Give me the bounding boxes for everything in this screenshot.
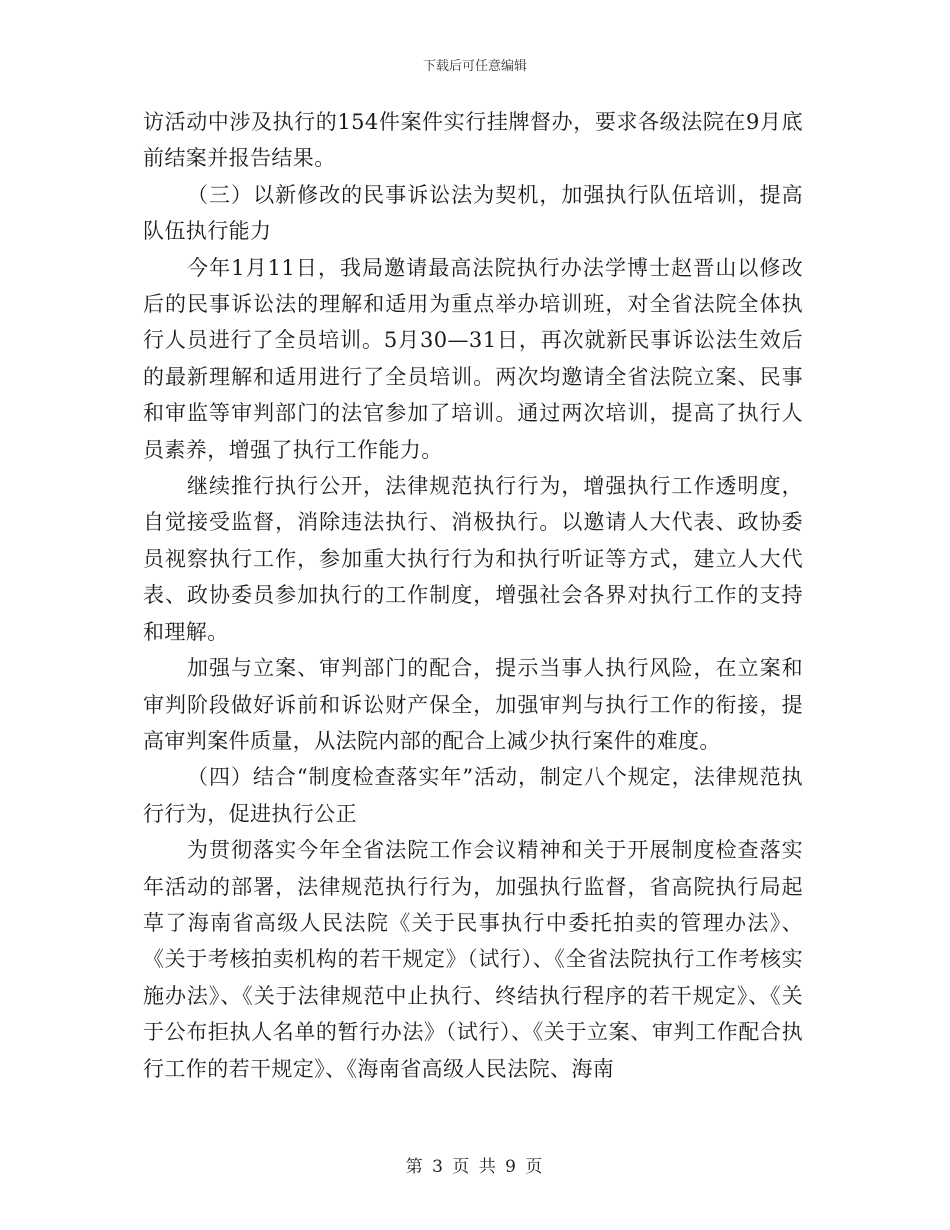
section-heading-4: （四）结合“制度检查落实年”活动，制定八个规定，法律规范执行行为，促进执行公正 [143,765,803,826]
document-body [143,104,803,1087]
paragraph-openness: 继续推行执行公开，法律规范执行行为，增强执行工作透明度，自觉接受监督，消除违法执行、消极执行。以邀请人大代表、政协委员视察执行工作，参加重大执行行为和执行听证等方式，建立人大代表、政协委员参加执行的工作制度，增强社会各界对执行工作的支持和理解。 [143,474,803,644]
page-number: 第 3 页 共 9 页 [405,1157,545,1177]
section-heading-3: （三）以新修改的民事诉讼法为契机，加强执行队伍培训，提高队伍执行能力 [143,182,803,244]
paragraph-training: 今年1月11日，我局邀请最高法院执行办法学博士赵晋山以修改后的民事诉讼法的理解和适用为重点举办培训班，对全省法院全体执行人员进行了全员培训。5月30—31日，再次就新民事诉讼法生效后的最新理解和适用进行了全员培训。两次均邀请全省法院立案、民事和审监等审判部门的法官参加了培训。通过两次培训，提高了执行人员素养，增强了执行工作能力。 [143,255,803,462]
paragraph-cooperation: 加强与立案、审判部门的配合，提示当事人执行风险，在立案和审判阶段做好诉前和诉讼财产保全，加强审判与执行工作的衔接，提高审判案件质量，从法院内部的配合上减少执行案件的难度。 [143,656,803,753]
paragraph-continuation: 访活动中涉及执行的154件案件实行挂牌督办，要求各级法院在9月底前结案并报告结果。 [143,110,803,171]
paragraph-regulations: 为贯彻落实今年全省法院工作会议精神和关于开展制度检查落实年活动的部署，法律规范执行行为，加强执行监督，省高院执行局起草了海南省高级人民法院《关于民事执行中委托拍卖的管理办法》、《关于考核拍卖机构的若干规定》（试行）、《全省法院执行工作考核实施办法》、《关于法律规范中止执行、终结执行程序的若干规定》、《关于公布拒执人名单的暂行办法》（试行）、《关于立案、审判工作配合执行工作的若干规定》、《海南省高级人民法院、海南 [143,838,803,1081]
page-header: 下载后可任意编辑 [422,59,527,74]
